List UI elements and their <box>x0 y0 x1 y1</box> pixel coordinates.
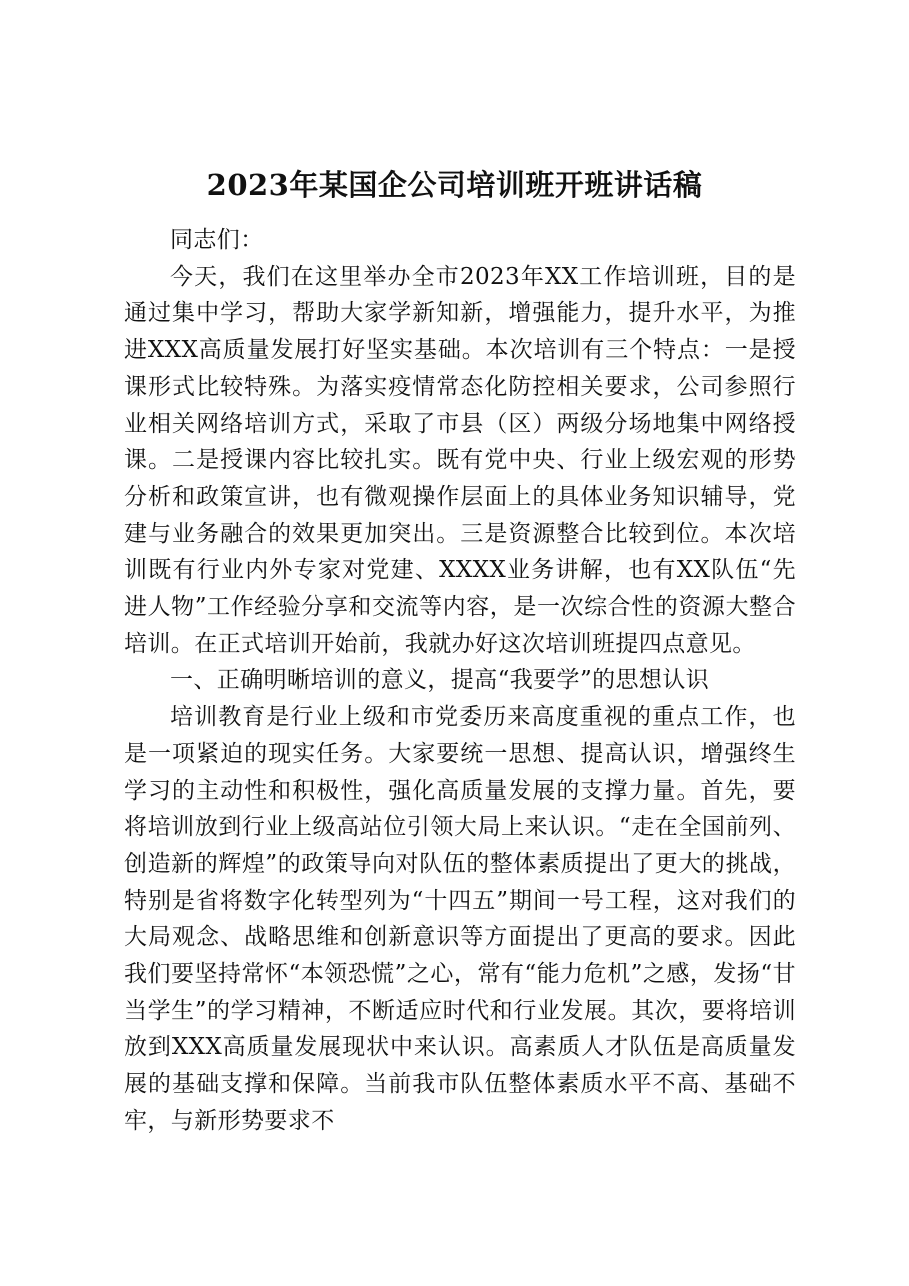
salutation-paragraph: 同志们： <box>170 227 264 253</box>
section-heading-1: 一、正确明晰培训的意义，提高“我要学”的思想认识 <box>170 667 710 694</box>
intro-paragraph: 今天，我们在这里举办全市2023年XX工作培训班，目的是通过集中学习，帮助大家学新知新，增强能力，提升水平，为推进XXX高质量发展打好坚实基础。本次培训有三个特点：一是授课形式比较特殊。为落实疫情常态化防控相关要求，公司参照行业相关网络培训方式，采取了市县（区）两级分场地集中网络授课。二是授课内容比较扎实。既有党中央、行业上级宏观的形势分析和政策宣讲，也有微观操作层面上的具体业务知识辅导，党建与业务融合的效果更加突出。三是资源整合比较到位。本次培训既有行业内外专家对党建、XXXX业务讲解，也有XX队伍“先进人物”工作经验分享和交流等内容，是一次综合性的资源大整合培训。在正式培训开始前，我就办好这次培训班提四点意见。 <box>124 263 796 657</box>
document-title: 2023年某国企公司培训班开班讲话稿 <box>206 168 703 202</box>
section-1-paragraph: 培训教育是行业上级和市党委历来高度重视的重点工作，也是一项紧迫的现实任务。大家要统一思想、提高认识，增强终生学习的主动性和积极性，强化高质量发展的支撑力量。首先，要将培训放到行业上级高站位引领大局上来认识。“走在全国前列、创造新的辉煌”的政策导向对队伍的整体素质提出了更大的挑战，特别是省将数字化转型列为“十四五”期间一号工程，这对我们的大局观念、战略思维和创新意识等方面提出了更高的要求。因此我们要坚持常怀“本领恐慌”之心，常有“能力危机”之感，发扬“甘当学生”的学习精神，不断适应时代和行业发展。其次，要将培训放到XXX高质量发展现状中来认识。高素质人才队伍是高质量发展的基础支撑和保障。当前我市队伍整体素质水平不高、基础不牢，与新形势要求不 <box>124 704 796 1134</box>
document-body <box>124 222 796 1140</box>
